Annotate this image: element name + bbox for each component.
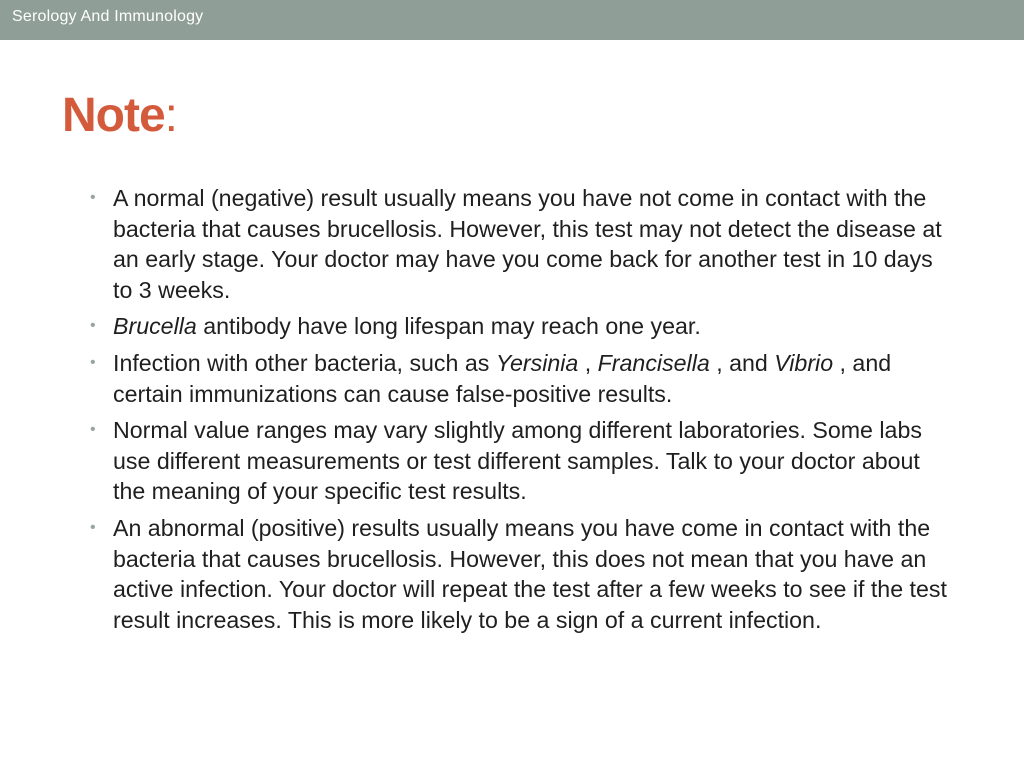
- bullet-text: , and certain immunizations can cause false-positive results.: [113, 349, 892, 407]
- bullet-item-antibody-lifespan: [88, 311, 958, 342]
- bullet-item-negative-result: [88, 183, 958, 305]
- bullet-item-value-ranges: [88, 415, 958, 507]
- bullet-italic-term: Brucella: [113, 313, 197, 340]
- slide-title-colon: :: [164, 89, 179, 142]
- bullet-icon: •: [90, 518, 96, 536]
- bullet-icon: •: [90, 317, 96, 335]
- bullet-italic-term: Francisella: [597, 349, 710, 376]
- bullet-item-false-positive: [88, 348, 958, 409]
- bullet-text: A normal (negative) result usually means you have not come in contact with the bacteria that causes brucellosis. However, this test may not detect the disease at an early stage. Your doctor may have you come back for another test in 10 days to 3 weeks.: [113, 185, 942, 303]
- bullet-text: antibody have long lifespan may reach one year.: [196, 313, 701, 340]
- bullet-italic-term: Yersinia: [495, 349, 579, 376]
- header-bar: [0, 0, 1024, 40]
- bullet-icon: •: [90, 421, 96, 439]
- header-title: Serology And Immunology: [12, 8, 204, 25]
- bullet-text: ,: [578, 349, 598, 376]
- bullet-list: [88, 183, 958, 641]
- bullet-text: , and: [709, 349, 775, 376]
- bullet-text: Normal value ranges may vary slightly among different laboratories. Some labs use different measurements or test different samples. Talk to your doctor about the meaning of your specific test results.: [113, 417, 922, 505]
- bullet-italic-term: Vibrio: [774, 349, 834, 376]
- slide-title: [62, 86, 178, 146]
- bullet-item-positive-result: [88, 513, 958, 635]
- bullet-icon: •: [90, 189, 96, 206]
- bullet-text: Infection with other bacteria, such as: [113, 349, 496, 376]
- bullet-icon: •: [90, 353, 96, 371]
- bullet-text: An abnormal (positive) results usually means you have come in contact with the bacteria that causes brucellosis. However, this does not mean that you have an active infection. Your doctor will repeat the test after a few weeks to see if the test result increases. This is more likely to be a sign of a current infection.: [113, 514, 947, 633]
- slide-title-text: Note: [62, 89, 165, 142]
